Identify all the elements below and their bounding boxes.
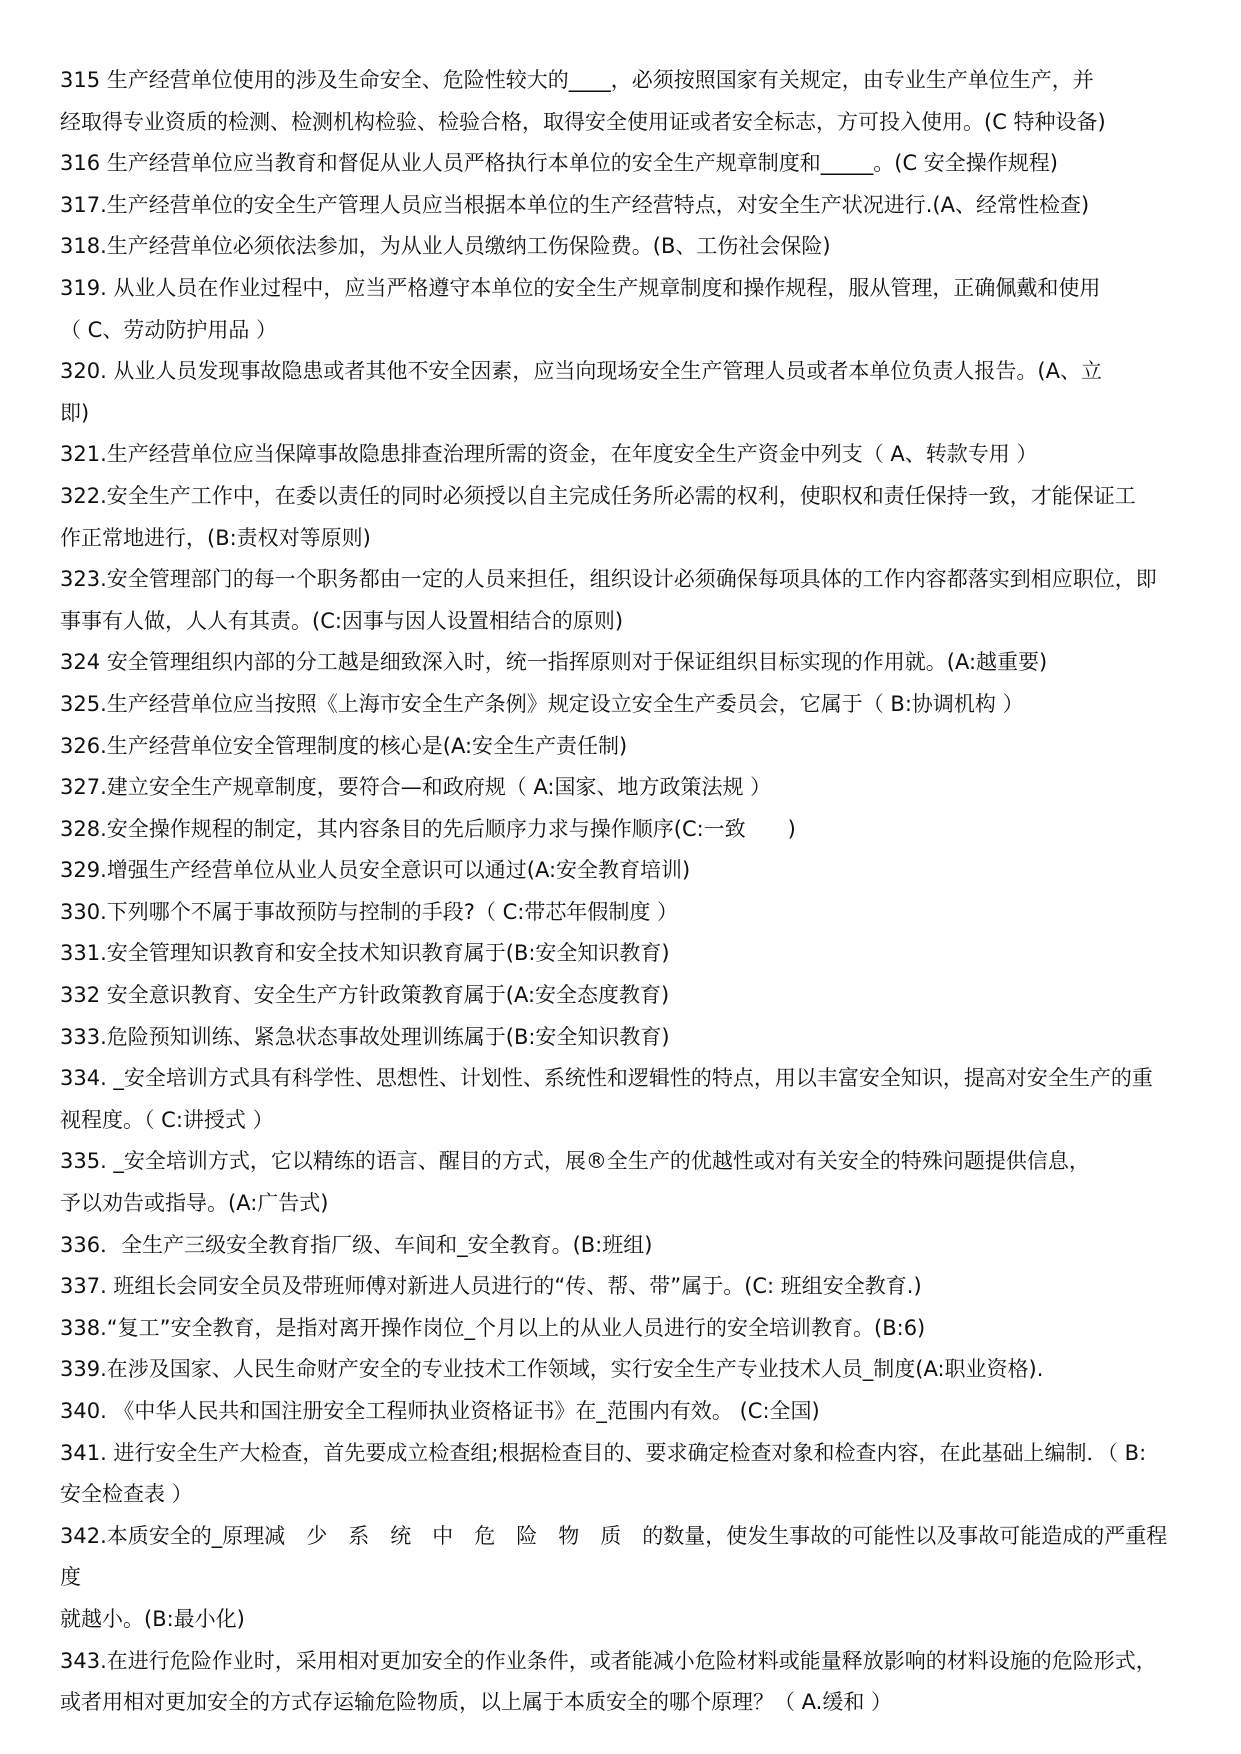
question-item bbox=[60, 1391, 1185, 1433]
question-item bbox=[60, 1017, 1185, 1059]
question-item bbox=[60, 1141, 1185, 1224]
text-line: 331.安全管理知识教育和安全技术知识教育属于(B:安全知识教育) bbox=[60, 941, 670, 966]
text-line: 或者用相对更加安全的方式存运输危险物质，以上属于本质安全的哪个原理？（ A.缓和 ） bbox=[60, 1690, 893, 1715]
text-line: 318.生产经营单位必须依法参加，为从业人员缴纳工伤保险费。(B、工伤社会保险) bbox=[60, 234, 831, 259]
text-line: 予以劝告或指导。(A:广告式) bbox=[60, 1191, 329, 1216]
text-line: 332 安全意识教育、安全生产方针政策教育属于(A:安全态度教育) bbox=[60, 983, 670, 1008]
question-item bbox=[60, 684, 1185, 726]
text-line: 319. 从业人员在作业过程中，应当严格遵守本单位的安全生产规章制度和操作规程，服从管理，正确佩戴和使用 bbox=[60, 275, 1101, 300]
text-line: 334. _安全培训方式具有科学性、思想性、计划性、系统性和逻辑性的特点，用以丰富安全知识，提高对安全生产的重 bbox=[60, 1066, 1153, 1091]
text-line: 视程度。（ C:讲授式 ） bbox=[60, 1107, 274, 1132]
text-line: 315 生产经营单位使用的涉及生命安全、危险性较大的____，必须按照国家有关规定，由专业生产单位生产，并 bbox=[60, 68, 1094, 92]
question-item bbox=[60, 892, 1185, 934]
question-item bbox=[60, 1349, 1185, 1391]
text-line: 338.“复工”安全教育，是指对离开操作岗位_个月以上的从业人员进行的安全培训教育。(B:6) bbox=[60, 1315, 926, 1340]
question-item bbox=[60, 1641, 1185, 1724]
question-item bbox=[60, 1058, 1185, 1141]
question-item bbox=[60, 143, 1185, 185]
text-line: 337. 班组长会同安全员及带班师傅对新进人员进行的“传、帮、带”属于。(C: 班组安全教育.) bbox=[60, 1274, 922, 1299]
text-line: 343.在进行危险作业时，采用相对更加安全的作业条件，或者能减小危险材料或能量释放影响的材料设施的危险形式， bbox=[60, 1648, 1157, 1673]
text-line: 340. 《中华人民共和国注册安全工程师执业资格证书》在_范围内有效。 (C:全国) bbox=[60, 1399, 820, 1423]
text-line: 作正常地进行，(B:责权对等原则) bbox=[60, 525, 371, 550]
text-line: 333.危险预知训练、紧急状态事故处理训练属于(B:安全知识教育) bbox=[60, 1024, 670, 1049]
text-line: 321.生产经营单位应当保障事故隐患排查治理所需的资金，在年度安全生产资金中列支（ A、转款专用 ） bbox=[60, 442, 1038, 467]
question-item bbox=[60, 850, 1185, 892]
question-item bbox=[60, 434, 1185, 476]
text-line: 341. 进行安全生产大检查，首先要成立检查组;根据检查目的、要求确定检查对象和检查内容，在此基础上编制．（ B: bbox=[60, 1440, 1147, 1465]
text-line: 316 生产经营单位应当教育和督促从业人员严格执行本单位的安全生产规章制度和_____。(C 安全操作规程) bbox=[60, 151, 1058, 176]
text-line: 就越小。(B:最小化) bbox=[60, 1606, 245, 1631]
question-item bbox=[60, 726, 1185, 768]
text-line: 329.增强生产经营单位从业人员安全意识可以通过(A:安全教育培训) bbox=[60, 858, 691, 883]
text-line: 339.在涉及国家、人民生命财产安全的专业技术工作领域，实行安全生产专业技术人员_制度(A:职业资格). bbox=[60, 1357, 1044, 1382]
text-line: 经取得专业资质的检测、检测机构检验、检验合格，取得安全使用证或者安全标志，方可投入使用。(C 特种设备) bbox=[60, 109, 1106, 134]
text-line: 342.本质安全的_原理减 少 系 统 中 危 险 物 质 的数量，使发生事故的可能性以及事故可能造成的严重程度 bbox=[60, 1523, 1168, 1590]
question-item bbox=[60, 1266, 1185, 1308]
text-line: 326.生产经营单位安全管理制度的核心是(A:安全生产责任制) bbox=[60, 733, 628, 758]
text-line: 322.安全生产工作中，在委以责任的同时必须授以自主完成任务所必需的权利，使职权和责任保持一致，才能保证工 bbox=[60, 483, 1136, 508]
question-item bbox=[60, 268, 1185, 351]
question-item bbox=[60, 642, 1185, 684]
text-line: 327.建立安全生产规章制度，要符合—和政府规（ A:国家、地方政策法规 ） bbox=[60, 775, 772, 800]
text-line: 317.生产经营单位的安全生产管理人员应当根据本单位的生产经营特点，对安全生产状况进行.(A、经常性检查) bbox=[60, 192, 1090, 217]
question-item bbox=[60, 60, 1185, 143]
question-item bbox=[60, 809, 1185, 851]
question-item bbox=[60, 767, 1185, 809]
text-line: 328.安全操作规程的制定，其内容条目的先后顺序力求与操作顺序(C:一致 ) bbox=[60, 816, 796, 841]
question-item bbox=[60, 559, 1185, 642]
text-line: 335. _安全培训方式，它以精练的语言、醒目的方式，展®全生产的优越性或对有关安全的特殊问题提供信息， bbox=[60, 1149, 1090, 1174]
text-line: （ C、劳动防护用品 ） bbox=[60, 317, 278, 342]
question-item bbox=[60, 476, 1185, 559]
question-item bbox=[60, 226, 1185, 268]
question-item bbox=[60, 975, 1185, 1017]
text-line: 320. 从业人员发现事故隐患或者其他不安全因素，应当向现场安全生产管理人员或者本单位负责人报告。(A、立 bbox=[60, 359, 1102, 384]
question-item bbox=[60, 1516, 1185, 1641]
question-item bbox=[60, 1433, 1185, 1516]
text-line: 325.生产经营单位应当按照《上海市安全生产条例》规定设立安全生产委员会，它属于（ B:协调机构 ） bbox=[60, 691, 1024, 716]
text-line: 324 安全管理组织内部的分工越是细致深入时，统一指挥原则对于保证组织目标实现的作用就。(A:越重要) bbox=[60, 650, 1048, 675]
text-line: 安全检查表 ） bbox=[60, 1482, 193, 1507]
question-item bbox=[60, 933, 1185, 975]
question-item bbox=[60, 185, 1185, 227]
text-line: 330.下列哪个不属于事故预防与控制的手段?（ C:带芯年假制度 ） bbox=[60, 899, 678, 924]
document-page bbox=[60, 60, 1185, 1724]
text-line: 336．全生产三级安全教育指厂级、车间和_安全教育。(B:班组) bbox=[60, 1232, 653, 1257]
text-line: 事事有人做，人人有其责。(C:因事与因人设置相结合的原则) bbox=[60, 608, 624, 633]
text-line: 即) bbox=[60, 400, 90, 425]
question-item bbox=[60, 1308, 1185, 1350]
question-item bbox=[60, 1225, 1185, 1267]
text-line: 323.安全管理部门的每一个职务都由一定的人员来担任，组织设计必须确保每项具体的工作内容都落实到相应职位，即 bbox=[60, 567, 1157, 592]
question-item bbox=[60, 351, 1185, 434]
